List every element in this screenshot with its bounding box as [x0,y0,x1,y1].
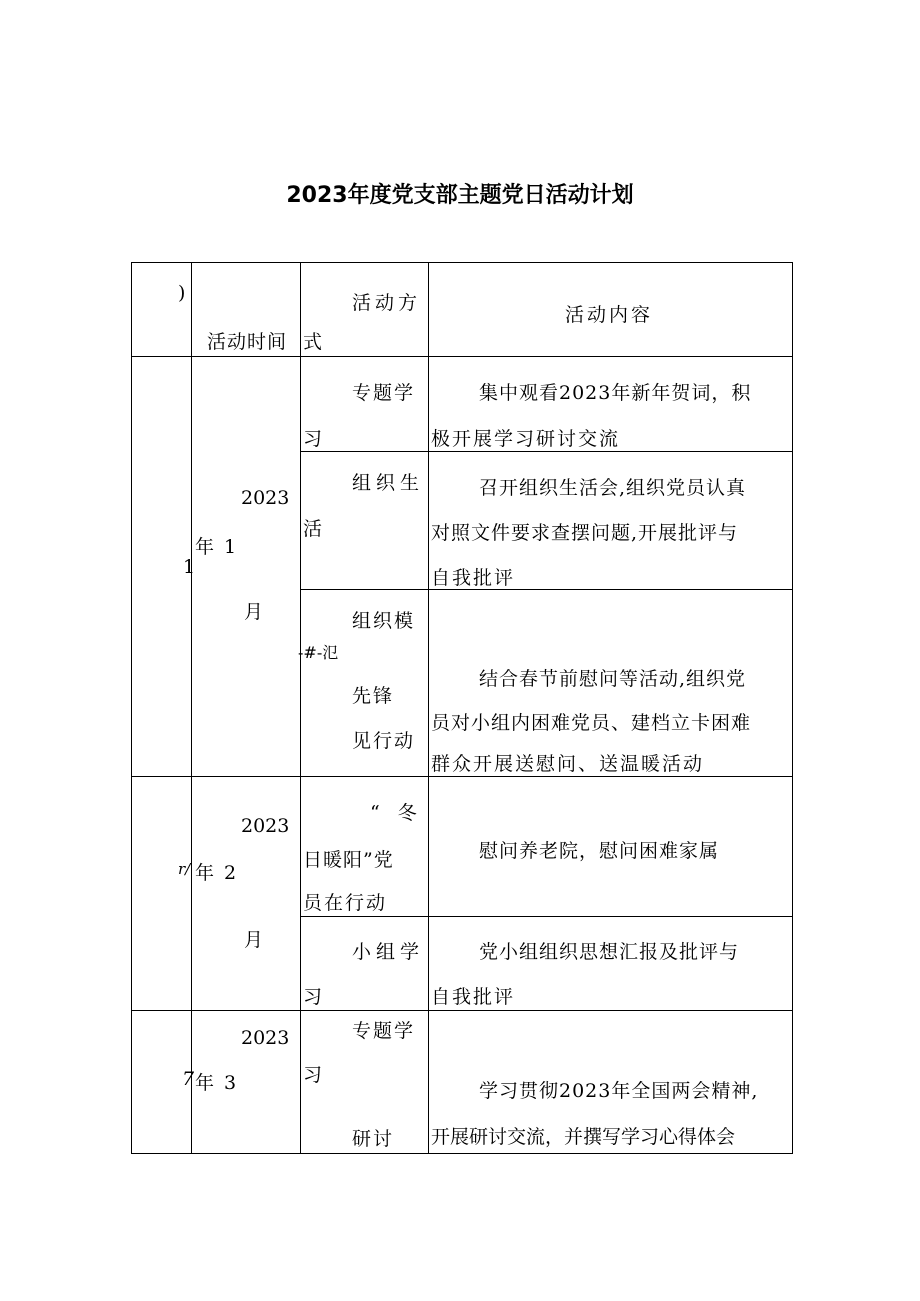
r1b-content-2: 对照文件要求查摆问题,开展批评与 [431,522,739,544]
r1b-method-2: 活 [303,518,325,540]
table-border-top [131,262,793,263]
row3-time-year: 2023 [241,1027,290,1049]
row2-time-month: 月 [244,929,266,951]
r1c-method-2: -#-氾 [298,643,339,662]
table-border-bottom [131,1153,793,1154]
table-border-right [792,262,793,1154]
row3-time-month-num: 年 3 [195,1072,239,1094]
r2b-content-2: 自我批评 [431,986,516,1008]
r2a-method-1: “ 冬 [370,802,423,824]
r1b-content-3: 自我批评 [431,567,516,589]
header-time: 活动时间 [207,331,288,353]
col-divider-1 [191,262,192,1154]
header-content: 活动内容 [565,304,654,326]
r2b-method-1: 小组学 [352,941,425,963]
r1b-method-1: 组织生 [352,472,425,494]
row-divider-r1b [300,589,793,590]
group-divider-2 [131,1010,793,1011]
row1-time-year: 2023 [241,487,290,509]
r3-content-1: 学习贯彻2023年全国两会精神, [479,1080,759,1102]
row2-time-year: 2023 [241,815,290,837]
col-divider-3 [428,262,429,1154]
row-index-3: 7 [182,1068,195,1090]
r2a-content-1: 慰问养老院，慰问困难家属 [479,840,720,862]
r3-method-1: 专题学 [352,1020,416,1042]
header-method-line2: 式 [303,331,325,353]
r1c-method-3: 先锋 [352,685,395,707]
r1c-content-3: 群众开展送慰问、送温暖活动 [431,753,705,775]
r1a-method-1: 专题学 [352,382,416,404]
row1-time-month: 月 [244,601,266,623]
row-divider-r1a [300,451,793,452]
r1c-method-4: 见行动 [352,730,416,752]
r3-content-2: 开展研讨交流，并撰写学习心得体会 [431,1126,736,1148]
row1-time-month-num: 年 1 [195,536,239,558]
r1b-content-1: 召开组织生活会,组织党员认真 [479,477,747,499]
page-title: 2023年度党支部主题党日活动计划 [286,183,634,208]
col-divider-2 [300,262,301,1154]
row-index-2: r/ [178,860,191,878]
row2-time-month-num: 年 2 [195,862,239,884]
header-divider [131,356,793,357]
r1a-content-2: 极开展学习研讨交流 [431,428,621,450]
header-col1: ) [178,282,188,304]
r1a-content-1: 集中观看2023年新年贺词，积 [479,382,752,404]
r2b-content-1: 党小组组织思想汇报及批评与 [479,941,740,963]
header-method-line1: 活动方 [352,292,422,314]
row-divider-r2a [300,916,793,917]
r1c-content-2: 员对小组内困难党员、建档立卡困难 [431,712,752,734]
group-divider-1 [131,776,793,777]
r3-method-3: 研讨 [352,1128,395,1150]
row-index-1: 1 [183,556,198,578]
r1a-method-2: 习 [303,428,325,450]
r2a-method-2: 日暖阳”党 [303,849,394,871]
r1c-content-1: 结合春节前慰问等活动,组织党 [479,668,747,690]
r2a-method-3: 员在行动 [303,892,388,914]
table-border-left [131,262,132,1154]
r1c-method-1: 组织模 [352,610,416,632]
r2b-method-2: 习 [303,986,325,1008]
r3-method-2: 习 [303,1064,325,1086]
